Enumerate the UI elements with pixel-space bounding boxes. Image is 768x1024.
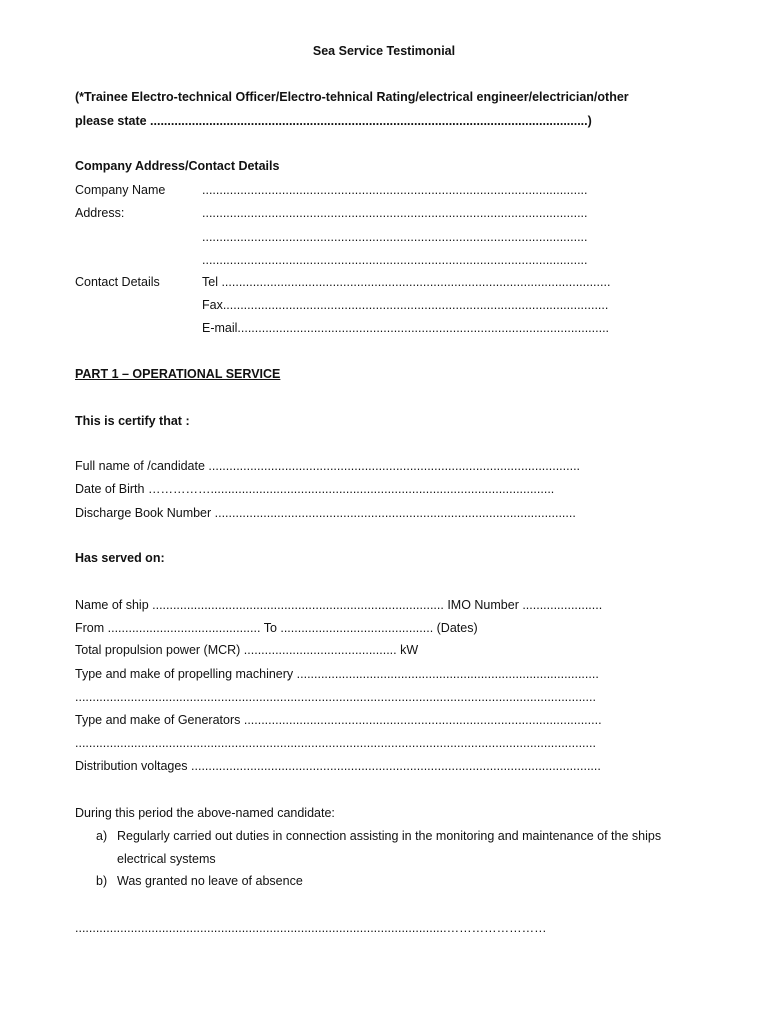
company-heading: Company Address/Contact Details: [75, 159, 280, 173]
item-b-marker: b): [96, 874, 108, 888]
document-title: Sea Service Testimonial: [312, 44, 456, 58]
fax-field[interactable]: Fax...............................................................................................................: [202, 298, 609, 312]
distribution-voltages-field[interactable]: Distribution voltages ......................................................................................................................: [75, 759, 601, 773]
ship-imo-field[interactable]: Name of ship .................................................................................... IMO Number .......................: [75, 598, 603, 612]
discharge-book-field[interactable]: Discharge Book Number ........................................................................................................: [75, 506, 576, 520]
email-field[interactable]: E-mail...........................................................................................................: [202, 321, 610, 335]
propulsion-power-field[interactable]: Total propulsion power (MCR) ............................................ kW: [75, 643, 419, 657]
company-name-field[interactable]: ...............................................................................................................: [202, 183, 588, 197]
rank-note-line-2: please state ..............................................................................................................................): [75, 114, 592, 128]
address-field-3[interactable]: ...............................................................................................................: [202, 253, 588, 267]
signature-line[interactable]: ...........................................................................................................……………………: [75, 921, 547, 935]
item-a-marker: a): [96, 829, 108, 843]
item-a-line-2: electrical systems: [117, 852, 216, 866]
item-a-line-1: Regularly carried out duties in connection assisting in the monitoring and maintenance of the ships: [117, 829, 662, 843]
date-of-birth-field[interactable]: Date of Birth ……………...................................................................................................: [75, 482, 555, 496]
certify-heading: This is certify that :: [75, 414, 190, 428]
served-on-heading: Has served on:: [75, 551, 165, 565]
rank-note-line-1: (*Trainee Electro-technical Officer/Electro-tehnical Rating/electrical engineer/electrician/other: [75, 90, 629, 104]
address-label: Address:: [75, 206, 125, 220]
company-name-label: Company Name: [75, 183, 166, 197]
tel-field[interactable]: Tel ................................................................................................................: [202, 275, 611, 289]
propelling-machinery-continuation[interactable]: ......................................................................................................................................................: [75, 690, 596, 704]
from-to-dates-field[interactable]: From ............................................ To ............................................ (Dates): [75, 621, 478, 635]
generators-field[interactable]: Type and make of Generators .......................................................................................................: [75, 713, 602, 727]
item-b-text: Was granted no leave of absence: [117, 874, 303, 888]
address-field-2[interactable]: ...............................................................................................................: [202, 230, 588, 244]
propelling-machinery-field[interactable]: Type and make of propelling machinery .......................................................................................: [75, 667, 599, 681]
contact-details-label: Contact Details: [75, 275, 160, 289]
address-field-1[interactable]: ...............................................................................................................: [202, 206, 588, 220]
generators-continuation[interactable]: ......................................................................................................................................................: [75, 736, 596, 750]
part1-heading: PART 1 – OPERATIONAL SERVICE: [75, 367, 281, 381]
period-intro: During this period the above-named candidate:: [75, 806, 335, 820]
full-name-field[interactable]: Full name of /candidate ...........................................................................................................: [75, 459, 581, 473]
